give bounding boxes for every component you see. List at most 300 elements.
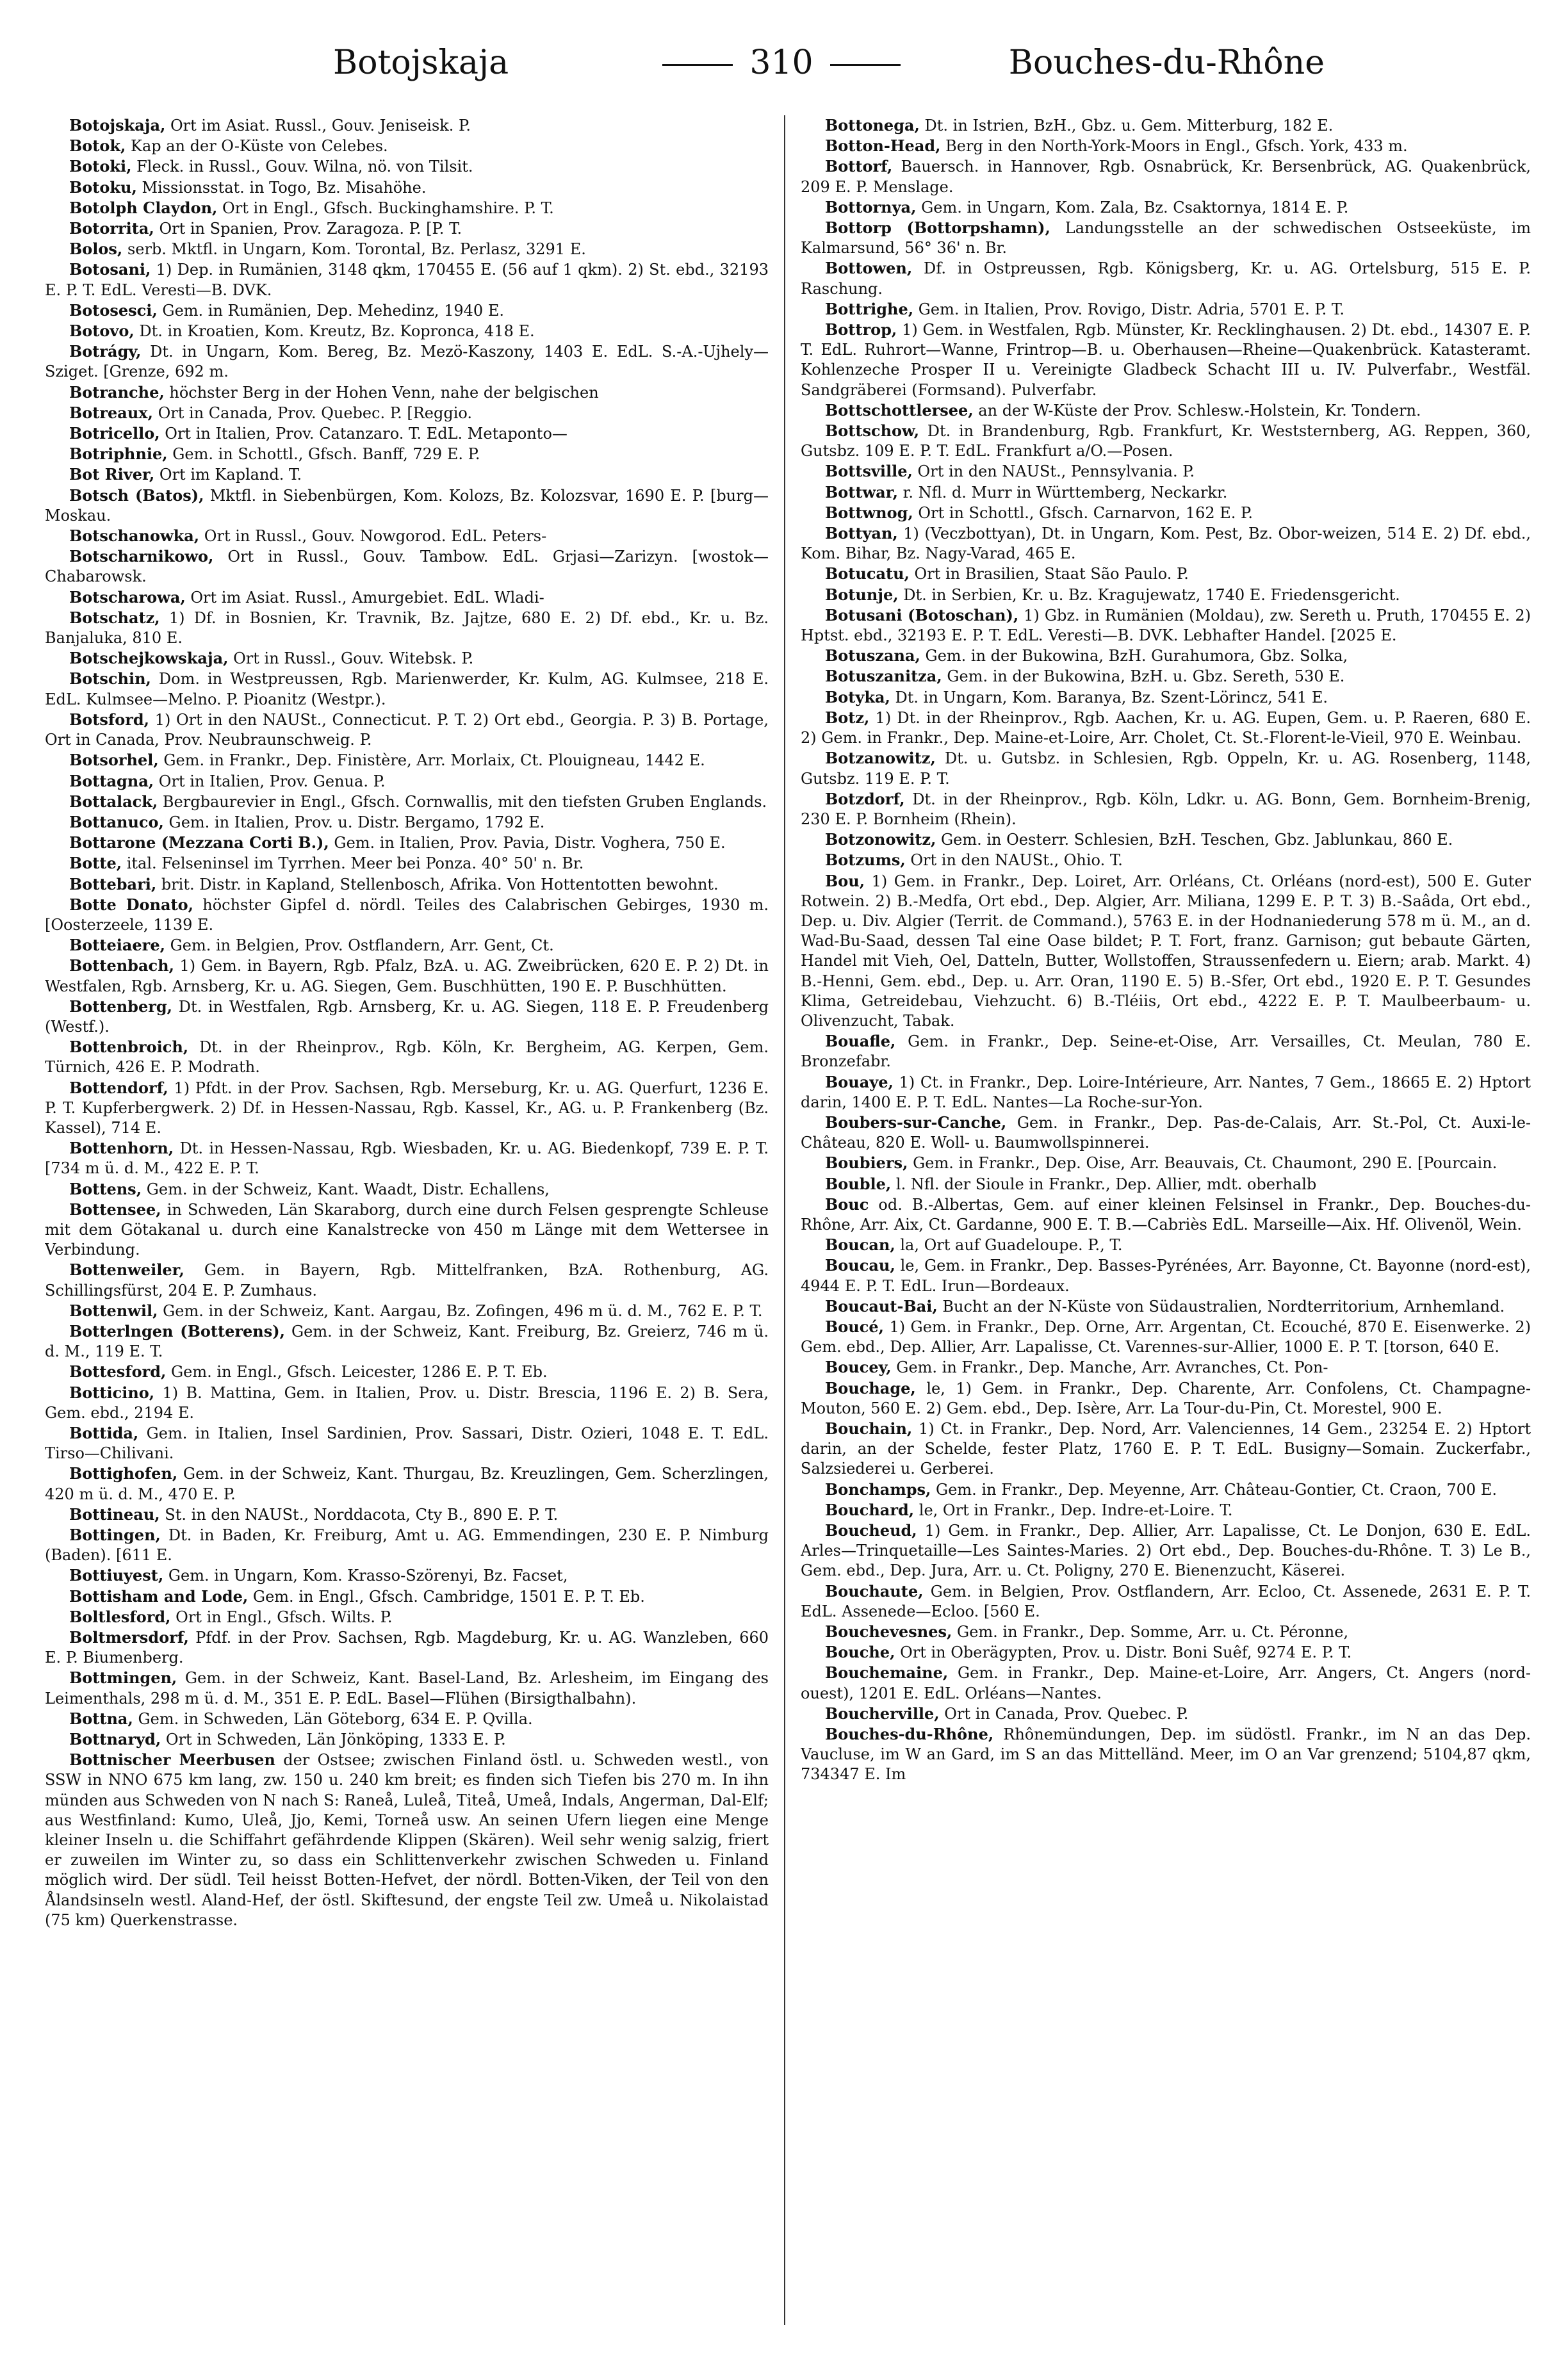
- gazetteer-entry: [45, 792, 769, 812]
- gazetteer-entry: [801, 197, 1531, 218]
- entry-text: Dt. in Brandenburg, Rgb. Frankfurt, Kr. Weststernberg, AG. Reppen, 360, Gutsbz. 109 E. P. T. EdL. Frankfurt a/O.—Posen.: [801, 422, 1531, 460]
- gazetteer-entry: [45, 1423, 769, 1463]
- entry-text: 1) Gem. in Bayern, Rgb. Pfalz, BzA. u. AG. Zweibrücken, 620 E. P. 2) Dt. in Westfalen, Rgb. Arnsberg, Kr. u. AG. Siegen, Gem. Buschhütten, 190 E. P. Buschhütten.: [45, 957, 769, 995]
- gazetteer-entry: [45, 1709, 769, 1729]
- entry-text: Gem. in Bayern, Rgb. Mittelfranken, BzA. Rothenburg, AG. Schillingsfürst, 204 E. P. Zumhaus.: [45, 1261, 769, 1300]
- entry-text: ital. Felseninsel im Tyrrhen. Meer bei Ponza. 40° 50' n. Br.: [126, 854, 584, 873]
- entry-text: Gem. in Schottl., Gfsch. Banff, 729 E. P.: [172, 445, 480, 464]
- entry-text: Ort in Russl., Gouv. Nowgorod. EdL. Peters-: [204, 527, 547, 546]
- entry-text: 1) Ct. in Frankr., Dep. Loire-Intérieure, Arr. Nantes, 7 Gem., 18665 E. 2) Hptort darin, 1400 E. P. T. EdL. Nantes—La Roche-sur-Yon.: [801, 1073, 1531, 1111]
- entry-text: 1) Ct. in Frankr., Dep. Nord, Arr. Valenciennes, 14 Gem., 23254 E. 2) Hptort darin, an der Schelde, fester Platz, 1760 E. P. T. EdL. Busigny—Somain. Zuckerfabr., Salzsiederei u. Gerberei.: [801, 1420, 1531, 1478]
- entry-text: 1) Dt. in der Rheinprov., Rgb. Aachen, Kr. u. AG. Eupen, Gem. u. P. Raeren, 680 E. 2) Gem. in Frankr., Dep. Maine-et-Loire, Arr. Cholet, Ct. St.-Florent-le-Vieil, 970 E. Weinbau.: [801, 708, 1531, 747]
- entry-headword: Botz,: [825, 708, 870, 727]
- entry-headword: Boltmersdorf,: [69, 1628, 189, 1647]
- entry-text: Gem. in Ungarn, Kom. Zala, Bz. Csaktornya, 1814 E. P.: [921, 198, 1349, 216]
- header-page-number-block: [628, 44, 935, 82]
- gazetteer-entry: [801, 1520, 1531, 1581]
- gazetteer-entry: [801, 1663, 1531, 1703]
- entry-headword: Bottingen,: [69, 1526, 161, 1545]
- entry-headword: Botscharowa,: [69, 587, 186, 607]
- entry-text: Ort in Brasilien, Staat São Paulo. P.: [914, 565, 1189, 583]
- entry-text: Bergbaurevier in Engl., Gfsch. Cornwallis, mit den tiefsten Gruben Englands.: [162, 792, 767, 811]
- gazetteer-entry: [45, 1037, 769, 1077]
- entry-headword: Botoki,: [69, 157, 132, 176]
- entry-text: Ort in Russl., Gouv. Witebsk. P.: [233, 649, 474, 668]
- entry-headword: Botosesci,: [69, 300, 158, 320]
- entry-text: 1) Gem. in Frankr., Dep. Orne, Arr. Argentan, Ct. Ecouché, 870 E. Eisenwerke. 2) Gem. ebd., Dep. Allier, Arr. Lapalisse, Ct. Varennes-sur-Allier, 1000 E. P. T. [torson, 640 E.: [801, 1317, 1531, 1357]
- entry-headword: Bonchamps,: [825, 1479, 931, 1499]
- entry-headword: Bou,: [825, 871, 865, 890]
- gazetteer-entry: [45, 812, 769, 833]
- entry-headword: Bottendorf,: [69, 1078, 168, 1097]
- entry-headword: Botschanowka,: [69, 526, 200, 546]
- gazetteer-entry: [801, 829, 1531, 850]
- entry-text: Ort im Asiat. Russl., Amurgebiet. EdL. Wladi-: [190, 588, 544, 607]
- entry-text: der Ostsee; zwischen Finland östl. u. Schweden westl., von SSW in NNO 675 km lang, zw. 150 u. 240 km breit; es finden sich Tiefen bis 270 m. In ihn münden aus Schweden von N nach S: Raneå, Luleå, Titeå, Umeå, Indals, Angerman, Dal-Elf; aus Westfinland: Kumo, Uleå, Jjo, Kemi, Torneå usw. An seinen Ufern liegen eine Menge kleiner Inseln u. die Schiffahrt gefährdende Klippen (Skären). Weil sehr wenig salzig, friert er zuweilen im Winter zu, so dass ein Schlittenverkehr zwischen Schweden u. Finland möglich wird. Der südl. Teil heisst Botten-Hefvet, der nördl. Botten-Viken, der Teil von den Ålandsinseln westl. Aland-Hef, der östl. Skiftesund, der engste Teil zw. Umeå u. Nikolaistad (75 km) Querkenstrasse.: [45, 1751, 769, 1929]
- entry-headword: Botorrita,: [69, 219, 154, 238]
- gazetteer-entry: [801, 1581, 1531, 1622]
- gazetteer-entry: [801, 850, 1531, 870]
- gazetteer-entry: [801, 1153, 1531, 1173]
- entry-headword: Botschatz,: [69, 608, 160, 627]
- entry-text: Kap an der O-Küste von Celebes.: [131, 137, 388, 156]
- entry-headword: Boubiers,: [825, 1153, 908, 1173]
- entry-text: Gem. in der Bukowina, BzH. Gurahumora, Gbz. Solka,: [925, 647, 1348, 665]
- entry-headword: Boubers-sur-Canche,: [825, 1112, 1007, 1132]
- entry-text: Gem. in Italien, Prov. u. Distr. Bergamo, 1792 E.: [168, 813, 545, 831]
- entry-headword: Bouche,: [825, 1643, 895, 1662]
- entry-headword: Bottisham and Lode,: [69, 1586, 249, 1606]
- entry-text: Dt. in Ungarn, Kom. Baranya, Bz. Szent-Lörincz, 541 E.: [895, 688, 1328, 706]
- entry-text: 1) Gbz. in Rumänien (Moldau), zw. Sereth u. Pruth, 170455 E. 2) Hptst. ebd., 32193 E. P. T. EdL. Veresti—B. DVK. Lebhafter Handel. [2025 E.: [801, 606, 1531, 645]
- gazetteer-entry: [45, 956, 769, 996]
- entry-headword: Bottna,: [69, 1709, 133, 1728]
- entry-text: brit. Distr. in Kapland, Stellenbosch, Afrika. Von Hottentotten bewohnt.: [161, 875, 719, 893]
- entry-headword: Bottenberg,: [69, 997, 173, 1016]
- entry-headword: Bottesford,: [69, 1362, 167, 1381]
- entry-text: Ort in Spanien, Prov. Zaragoza. P. [P. T.: [159, 220, 462, 238]
- gazetteer-entry: [801, 136, 1531, 156]
- entry-text: Gem. in Belgien, Prov. Ostflandern, Arr. Gent, Ct.: [170, 936, 554, 955]
- entry-headword: Bottagna,: [69, 771, 154, 790]
- entry-text: Gem. in der Schweiz, Kant. Thurgau, Bz. Kreuzlingen, Gem. Scherzlingen, 420 m ü. d. M., 470 E. P.: [45, 1465, 769, 1503]
- gazetteer-entry: [801, 1317, 1531, 1357]
- gazetteer-entry: [45, 300, 769, 321]
- entry-text: Missionsstat. in Togo, Bz. Misahöhe.: [142, 178, 427, 197]
- entry-headword: Bouchaute,: [825, 1581, 924, 1601]
- entry-headword: Bottenwil,: [69, 1301, 158, 1320]
- entry-headword: Boucherville,: [825, 1704, 940, 1723]
- entry-text: Landungsstelle an der schwedischen Ostseeküste, im Kalmarsund, 56° 36' n. Br.: [801, 219, 1531, 257]
- entry-headword: Bouchevesnes,: [825, 1622, 952, 1642]
- gazetteer-entry: [45, 1463, 769, 1504]
- entry-headword: Bottiuyest,: [69, 1566, 164, 1585]
- entry-headword: Bottowen,: [825, 259, 913, 278]
- gazetteer-entry: [45, 156, 769, 177]
- gazetteer-entry: [45, 1729, 769, 1750]
- entry-headword: Botuszana,: [825, 646, 920, 665]
- entry-headword: Boucé,: [825, 1317, 884, 1336]
- column-divider: [784, 115, 785, 2325]
- gazetteer-entry: [45, 526, 769, 546]
- entry-headword: Bottmingen,: [69, 1668, 177, 1688]
- entry-headword: Bouaye,: [825, 1072, 894, 1091]
- entry-text: Pfdf. in der Prov. Sachsen, Rgb. Magdeburg, Kr. u. AG. Wanzleben, 660 E. P. Biumenberg.: [45, 1629, 769, 1667]
- gazetteer-entry: [45, 546, 769, 587]
- entry-headword: Botzanowitz,: [825, 749, 936, 768]
- gazetteer-entry: [45, 1607, 769, 1627]
- gazetteer-entry: [801, 1112, 1531, 1153]
- entry-text: Gem. in Rumänien, Dep. Mehedinz, 1940 E.: [162, 301, 504, 320]
- gazetteer-entry: [801, 1357, 1531, 1378]
- gazetteer-entry: [801, 482, 1531, 503]
- entry-text: an der W-Küste der Prov. Schlesw.-Holstein, Kr. Tondern.: [978, 401, 1421, 420]
- entry-headword: Bouble,: [825, 1174, 892, 1193]
- gazetteer-entry: [801, 320, 1531, 400]
- entry-text: Dt. in Serbien, Kr. u. Bz. Kragujewatz, 1740 E. Friedensgericht.: [903, 585, 1400, 604]
- entry-text: Mktfl. in Siebenbürgen, Kom. Kolozs, Bz. Kolozsvar, 1690 E. P. [burg—Moskau.: [45, 486, 769, 525]
- gazetteer-entry: [45, 608, 769, 648]
- entry-headword: Bottorf,: [825, 157, 893, 176]
- entry-text: Gem. in Frankr., Dep. Pas-de-Calais, Arr. St.-Pol, Ct. Auxi-le-Château, 820 E. Woll- u. Baumwollspinnerei.: [801, 1113, 1531, 1152]
- gazetteer-entry: [801, 299, 1531, 320]
- gazetteer-entry: [801, 605, 1531, 646]
- gazetteer-entry: [45, 1260, 769, 1300]
- entry-headword: Bottornya,: [825, 197, 917, 216]
- entry-headword: Bottrighe,: [825, 299, 914, 318]
- gazetteer-entry: [801, 1194, 1531, 1235]
- entry-text: 1) Pfdt. in der Prov. Sachsen, Rgb. Merseburg, Kr. u. AG. Querfurt, 1236 E. P. T. Kupferbergwerk. 2) Df. in Hessen-Nassau, Rgb. Kassel, Kr., AG. u. P. Frankenberg (Bz. Kassel), 714 E.: [45, 1079, 769, 1137]
- gazetteer-entry: [801, 218, 1531, 258]
- gazetteer-entry: [801, 1378, 1531, 1419]
- entry-text: Ort in Schottl., Gfsch. Carnarvon, 162 E. P.: [918, 503, 1253, 522]
- gazetteer-entry: [45, 382, 769, 403]
- entry-headword: Bottensee,: [69, 1200, 161, 1219]
- gazetteer-entry: [45, 1504, 769, 1525]
- entry-headword: Botusani (Botoschan),: [825, 605, 1019, 624]
- entry-text: Gem. in Frankr., Dep. Oise, Arr. Beauvais, Ct. Chaumont, 290 E. [Pourcain.: [913, 1154, 1498, 1173]
- entry-text: Ort in Schweden, Län Jönköping, 1333 E. P.: [165, 1731, 506, 1749]
- gazetteer-entry: [801, 708, 1531, 748]
- entry-headword: Botoku,: [69, 177, 137, 197]
- gazetteer-entry: [801, 1419, 1531, 1479]
- entry-text: Gem. in Engl., Gfsch. Leicester, 1286 E. P. T. Eb.: [171, 1363, 548, 1381]
- entry-headword: Botosani,: [69, 260, 151, 279]
- entry-headword: Bottenweiler,: [69, 1260, 184, 1280]
- entry-headword: Botrágy,: [69, 342, 142, 361]
- entry-headword: Bottorp (Bottorpshamn),: [825, 218, 1050, 238]
- entry-text: le, Gem. in Frankr., Dep. Basses-Pyrénées, Arr. Bayonne, Ct. Bayonne (nord-est), 4944 E. P. T. EdL. Irun—Bordeaux.: [801, 1257, 1531, 1295]
- entry-text: 1) Gem. in Frankr., Dep. Loiret, Arr. Orléans, Ct. Orléans (nord-est), 500 E. Guter Rotwein. 2) B.-Medfa, Ort ebd., Dep. Algier, Arr. Miliana, 1299 E. P. T. 3) B.-Saâda, Ort ebd., Dep. u. Div. Algier (Territ. de Command.), 5763 E. in der Hodnaniederung 578 m ü. M., an d. Wad-Bu-Saad, dessen Tal eine Oase bildet; P. T. Fort, franz. Garnison; gut bebaute Gärten, Handel mit Vieh, Oel, Datteln, Butter, Wollstoffen, Straussenfedern u. Eiern; arab. Markt. 4) B.-Henni, Gem. ebd., Dep. u. Arr. Oran, 1190 E. 5) B.-Sfer, Ort ebd., 1920 E. P. T. Gesundes Klima, Getreidebau, Viehzucht. 6) B.-Tléiis, Ort ebd., 4222 E. P. T. Maulbeerbaum- u. Olivenzucht, Tabak.: [801, 872, 1531, 1030]
- entry-text: Ort im Asiat. Russl., Gouv. Jeniseisk. P.: [170, 117, 471, 134]
- entry-text: Gem. in der Schweiz, Kant. Freiburg, Bz. Greierz, 746 m ü. d. M., 119 E. T.: [45, 1322, 769, 1361]
- entry-headword: Botscharnikowo,: [69, 547, 214, 566]
- gazetteer-entry: [45, 177, 769, 198]
- entry-headword: Bouchemaine,: [825, 1663, 949, 1683]
- entry-text: Df. in Ostpreussen, Rgb. Königsberg, Kr. u. AG. Ortelsburg, 515 E. P. Raschung.: [801, 259, 1531, 298]
- entry-headword: Bouchain,: [825, 1419, 913, 1438]
- entry-headword: Bottwar,: [825, 482, 898, 501]
- entry-headword: Botzonowitz,: [825, 830, 936, 849]
- entry-text: Gem. in Frankr., Dep. Meyenne, Arr. Château-Gontier, Ct. Craon, 700 E.: [936, 1480, 1497, 1499]
- gazetteer-entry: [801, 523, 1531, 564]
- entry-headword: Botterlngen (Botterens),: [69, 1321, 285, 1340]
- entry-headword: Boucan,: [825, 1235, 895, 1255]
- entry-headword: Botsford,: [69, 710, 150, 729]
- gazetteer-entry: [45, 423, 769, 444]
- gazetteer-entry: [801, 1255, 1531, 1296]
- entry-headword: Botsorhel,: [69, 751, 159, 770]
- gazetteer-entry: [801, 646, 1531, 666]
- entry-headword: Boucey,: [825, 1358, 892, 1377]
- entry-headword: Botsch (Batos),: [69, 485, 204, 505]
- entry-headword: Botovo,: [69, 322, 135, 341]
- gazetteer-entry: [801, 503, 1531, 523]
- entry-headword: Bottwnog,: [825, 503, 913, 522]
- entry-headword: Botunje,: [825, 585, 899, 604]
- gazetteer-entry: [801, 156, 1531, 197]
- gazetteer-entry: [45, 853, 769, 874]
- entry-text: Gem. in Frankr., Dep. Finistère, Arr. Morlaix, Ct. Plouigneau, 1442 E.: [163, 751, 705, 770]
- entry-headword: Bottineau,: [69, 1504, 160, 1524]
- entry-headword: Boucau,: [825, 1256, 895, 1275]
- entry-text: 1) Df. in Bosnien, Kr. Travnik, Bz. Jajtze, 680 E. 2) Df. ebd., Kr. u. Bz. Banjaluka, 810 E.: [45, 608, 769, 648]
- entry-headword: Bottalack,: [69, 792, 158, 811]
- gazetteer-entry: [45, 464, 769, 485]
- entry-text: Ort in Oberägypten, Prov. u. Distr. Boni Suêf, 9274 E. P. T.: [900, 1643, 1352, 1662]
- entry-text: Ort in Canada, Prov. Quebec. P. [Reggio.: [158, 403, 473, 422]
- gazetteer-entry: [45, 1525, 769, 1565]
- gazetteer-entry: [801, 748, 1531, 788]
- entry-text: Gem. in Frankr., Dep. Maine-et-Loire, Arr. Angers, Ct. Angers (nord-ouest), 1201 E. EdL. Orléans—Nantes.: [801, 1664, 1531, 1702]
- entry-headword: Bouches-du-Rhône,: [825, 1725, 994, 1744]
- header-right-catchword: Bouches-du-Rhône: [1008, 44, 1325, 82]
- gazetteer-entry: [801, 687, 1531, 708]
- gazetteer-entry: [801, 1500, 1531, 1520]
- entry-text: Gem. in Italien, Prov. Pavia, Distr. Voghera, 750 E.: [334, 834, 726, 852]
- entry-text: Ort im Kapland. T.: [159, 466, 302, 484]
- entry-headword: Botzdorf,: [825, 789, 905, 808]
- entry-headword: Botuszanitza,: [825, 667, 942, 686]
- entry-text: 1) Ort in den NAUSt., Connecticut. P. T. 2) Ort ebd., Georgia. P. 3) B. Portage, Ort in Canada, Prov. Neubraunschweig. P.: [45, 710, 769, 749]
- gazetteer-entry: [45, 997, 769, 1037]
- gazetteer-entry: [801, 1296, 1531, 1317]
- gazetteer-entry: [45, 239, 769, 259]
- entry-text: serb. Mktfl. in Ungarn, Kom. Torontal, Bz. Perlasz, 3291 E.: [127, 240, 586, 259]
- entry-text: le, Ort in Frankr., Dep. Indre-et-Loire. T.: [919, 1501, 1233, 1519]
- gazetteer-entry: [45, 259, 769, 300]
- entry-headword: Botreaux,: [69, 403, 153, 422]
- entry-text: Dom. in Westpreussen, Rgb. Marienwerder, Kr. Kulm, AG. Kulmsee, 218 E. EdL. Kulmsee—Melno. P. Pioanitz (Westpr.).: [45, 670, 769, 708]
- gazetteer-entry: [45, 1078, 769, 1139]
- gazetteer-entry: [45, 1586, 769, 1607]
- entry-text: Berg in den North-York-Moors in Engl., Gfsch. York, 433 m.: [945, 137, 1408, 156]
- entry-text: Dt. u. Gutsbz. in Schlesien, Rgb. Oppeln, Kr. u. AG. Rosenberg, 1148, Gutsbz. 119 E. P. T.: [801, 749, 1531, 788]
- entry-headword: Bouchard,: [825, 1500, 915, 1519]
- entry-text: le, 1) Gem. in Frankr., Dep. Charente, Arr. Confolens, Ct. Champagne-Mouton, 560 E. 2) Gem. ebd., Dep. Isère, Arr. La Tour-du-Pin, Ct. Morestel, 900 E.: [801, 1379, 1531, 1417]
- entry-text: Gem. in Engl., Gfsch. Cambridge, 1501 E. P. T. Eb.: [252, 1587, 645, 1606]
- entry-headword: Bouchage,: [825, 1378, 916, 1397]
- entry-text: Gem. in der Bukowina, BzH. u. Gbz. Sereth, 530 E.: [947, 667, 1345, 686]
- entry-text: la, Ort auf Guadeloupe. P., T.: [900, 1236, 1123, 1255]
- gazetteer-entry: [45, 485, 769, 526]
- gazetteer-entry: [801, 789, 1531, 829]
- gazetteer-entry: [45, 136, 769, 156]
- gazetteer-entry: [801, 461, 1531, 482]
- gazetteer-entry: [45, 648, 769, 669]
- gazetteer-entry: [45, 587, 769, 608]
- entry-headword: Botschejkowskaja,: [69, 649, 229, 668]
- entry-text: 1) Gem. in Frankr., Dep. Allier, Arr. Lapalisse, Ct. Le Donjon, 630 E. EdL. Arles—Trinquetaille—Les Saintes-Maries. 2) Ort ebd., Dep. Bouches-du-Rhône. T. 3) Le B., Gem. ebd., Dep. Jura, Arr. u. Ct. Poligny, 270 E. Bienenzucht, Käserei.: [801, 1522, 1531, 1580]
- entry-text: Ort in Russl., Gouv. Tambow. EdL. Grjasi—Zarizyn. [wostok—Chabarowsk.: [45, 548, 769, 586]
- entry-headword: Bottschottlersee,: [825, 400, 974, 420]
- entry-text: Dt. in Kroatien, Kom. Kreutz, Bz. Kopronca, 418 E.: [139, 322, 535, 341]
- entry-headword: Bottenhorn,: [69, 1139, 174, 1158]
- gazetteer-entry: [45, 935, 769, 956]
- entry-text: Dt. in Hessen-Nassau, Rgb. Wiesbaden, Kr. u. AG. Biedenkopf, 739 E. P. T. [734 m ü. d. M., 422 E. P. T.: [45, 1139, 769, 1178]
- page-number: 310: [749, 44, 813, 82]
- entry-text: Gem. in Italien, Insel Sardinien, Prov. Sassari, Distr. Ozieri, 1048 E. T. EdL. Tirso—Chilivani.: [45, 1424, 769, 1463]
- gazetteer-entry: [801, 1174, 1531, 1194]
- left-column: [45, 115, 769, 2331]
- gazetteer-entry: [801, 1479, 1531, 1500]
- entry-text: Bauersch. in Hannover, Rgb. Osnabrück, Kr. Bersenbrück, AG. Quakenbrück, 209 E. P. Menslage.: [801, 158, 1531, 196]
- header-left-catchword: Botojskaja: [333, 44, 509, 82]
- gazetteer-entry: [45, 1565, 769, 1586]
- entry-text: in Schweden, Län Skaraborg, durch eine durch Felsen gesprengte Schleuse mit dem Götakanal u. durch eine Kanalstrecke von 450 m Länge mit dem Wettersee in Verbindung.: [45, 1200, 769, 1259]
- gazetteer-entry: [45, 198, 769, 218]
- entry-headword: Boucheud,: [825, 1521, 917, 1540]
- gazetteer-entry: [801, 585, 1531, 605]
- entry-headword: Bottarone (Mezzana Corti B.),: [69, 833, 329, 852]
- entry-text: Gem. in Ungarn, Kom. Krasso-Szörenyi, Bz. Facset,: [168, 1567, 568, 1585]
- gazetteer-entry: [45, 874, 769, 895]
- gazetteer-entry: [45, 771, 769, 792]
- entry-text: Dt. in der Rheinprov., Rgb. Köln, Kr. Bergheim, AG. Kerpen, Gem. Türnich, 426 E. P. Modrath.: [45, 1038, 769, 1077]
- gazetteer-entry: [801, 1072, 1531, 1112]
- gazetteer-entry: [45, 710, 769, 750]
- gazetteer-entry: [45, 321, 769, 341]
- gazetteer-entry: [45, 895, 769, 935]
- entry-headword: Botranche,: [69, 382, 165, 402]
- gazetteer-entry: [45, 750, 769, 770]
- gazetteer-entry: [45, 1179, 769, 1200]
- gazetteer-entry: [45, 341, 769, 382]
- gazetteer-entry: [45, 1383, 769, 1423]
- entry-headword: Boltlesford,: [69, 1607, 171, 1626]
- gazetteer-entry: [801, 1642, 1531, 1663]
- entry-text: Gem. in der Schweiz, Kant. Waadt, Distr. Echallens,: [146, 1180, 550, 1198]
- entry-headword: Botton-Head,: [825, 136, 941, 156]
- entry-headword: Bottyan,: [825, 524, 898, 543]
- gazetteer-entry: [45, 115, 769, 136]
- entry-headword: Botticino,: [69, 1383, 155, 1402]
- entry-text: Ort in den NAUSt., Ohio. T.: [910, 851, 1123, 870]
- entry-text: od. B.-Albertas, Gem. auf einer kleinen Felsinsel in Frankr., Dep. Bouches-du-Rhône, Arr. Aix, Ct. Gardanne, 900 E. T. B.—Cabriès EdL. Marseille—Aix. Hf. Olivenöl, Wein.: [801, 1195, 1531, 1234]
- page-header: [0, 38, 1568, 96]
- entry-headword: Bottens,: [69, 1179, 142, 1198]
- entry-text: Dt. in Istrien, BzH., Gbz. u. Gem. Mitterburg, 182 E.: [924, 117, 1334, 134]
- header-dash-right: [830, 64, 901, 66]
- entry-headword: Botte Donato,: [69, 895, 193, 914]
- gazetteer-entry: [801, 258, 1531, 298]
- gazetteer-entry: [45, 1138, 769, 1178]
- entry-headword: Botriphnie,: [69, 444, 168, 464]
- gazetteer-entry: [45, 1200, 769, 1260]
- gazetteer-entry: [801, 421, 1531, 461]
- entry-headword: Botojskaja,: [69, 116, 166, 134]
- entry-text: Gem. in Belgien, Prov. Ostflandern, Arr. Ecloo, Ct. Assenede, 2631 E. P. T. EdL. Assenede—Ecloo. [560 E.: [801, 1582, 1531, 1620]
- entry-headword: Botyka,: [825, 687, 890, 706]
- entry-text: Fleck. in Russl., Gouv. Wilna, nö. von Tilsit.: [136, 158, 473, 176]
- entry-headword: Botteiaere,: [69, 936, 165, 955]
- gazetteer-entry: [45, 218, 769, 239]
- entry-text: Dt. in Ungarn, Kom. Bereg, Bz. Mezö-Kaszony, 1403 E. EdL. S.-A.-Ujhely—Sziget. [Grenze, 692 m.: [45, 343, 769, 381]
- gazetteer-entry: [801, 1704, 1531, 1724]
- entry-headword: Bottnaryd,: [69, 1730, 161, 1749]
- entry-text: St. in den NAUSt., Norddacota, Cty B., 890 E. P. T.: [165, 1505, 559, 1524]
- entry-headword: Bottenbach,: [69, 956, 174, 975]
- gazetteer-entry: [801, 1622, 1531, 1642]
- entry-headword: Bottschow,: [825, 421, 920, 441]
- gazetteer-entry: [801, 666, 1531, 687]
- entry-text: r. Nfl. d. Murr in Württemberg, Neckarkr.: [902, 483, 1228, 501]
- entry-headword: Bottebari,: [69, 874, 157, 893]
- entry-headword: Bottsville,: [825, 462, 913, 481]
- entry-text: Gem. in Frankr., Dep. Somme, Arr. u. Ct. Péronne,: [957, 1623, 1349, 1642]
- gazetteer-entry: [45, 403, 769, 423]
- gazetteer-entry: [45, 1668, 769, 1708]
- gazetteer-entry: [45, 1750, 769, 1930]
- entry-text: Bucht an der N-Küste von Südaustralien, Nordterritorium, Arnhemland.: [942, 1297, 1505, 1316]
- entry-text: Ort in Engl., Gfsch. Buckinghamshire. P. T.: [222, 199, 554, 217]
- entry-text: Gem. in Oesterr. Schlesien, BzH. Teschen, Gbz. Jablunkau, 860 E.: [940, 831, 1453, 849]
- gazetteer-entry: [801, 1235, 1531, 1255]
- entry-text: Gem. in der Schweiz, Kant. Aargau, Bz. Zofingen, 496 m ü. d. M., 762 E. P. T.: [163, 1301, 763, 1320]
- entry-text: Ort in Engl., Gfsch. Wilts. P.: [176, 1608, 393, 1626]
- gazetteer-entry: [801, 871, 1531, 1032]
- entry-text: Gem. in Italien, Prov. Rovigo, Distr. Adria, 5701 E. P. T.: [918, 300, 1344, 318]
- entry-headword: Botolph Claydon,: [69, 198, 218, 217]
- entry-headword: Bottida,: [69, 1424, 139, 1442]
- entry-headword: Botzums,: [825, 851, 906, 870]
- entry-text: 1) B. Mattina, Gem. in Italien, Prov. u. Distr. Brescia, 1196 E. 2) B. Sera, Gem. ebd., 2194 E.: [45, 1383, 769, 1422]
- entry-text: höchster Gipfel d. nördl. Teiles des Calabrischen Gebirges, 1930 m. [Oosterzeele, 1139 E.: [45, 895, 769, 934]
- entry-text: Gem. in Frankr., Dep. Manche, Arr. Avranches, Ct. Pon-: [896, 1358, 1328, 1377]
- entry-headword: Bouafle,: [825, 1032, 896, 1051]
- entry-headword: Bouc: [825, 1194, 869, 1214]
- gazetteer-entry: [45, 1627, 769, 1668]
- entry-text: Gem. in der Schweiz, Kant. Basel-Land, Bz. Arlesheim, im Eingang des Leimenthals, 298 m ü. d. M., 351 E. P. EdL. Basel—Flühen (Birsigthalbahn).: [45, 1669, 769, 1707]
- entry-text: Rhônemündungen, Dep. im südöstl. Frankr., im N an das Dep. Vaucluse, im W an Gard, im S an das Mittelländ. Meer, im O an Var grenzend; 5104,87 qkm, 734347 E. Im: [801, 1725, 1531, 1784]
- right-column: [801, 115, 1531, 2331]
- entry-headword: Bottanuco,: [69, 812, 164, 831]
- entry-text: Gem. in Frankr., Dep. Seine-et-Oise, Arr. Versailles, Ct. Meulan, 780 E. Bronzefabr.: [801, 1032, 1531, 1071]
- entry-headword: Botok,: [69, 136, 126, 156]
- entry-text: 1) (Veczbottyan), Dt. in Ungarn, Kom. Pest, Bz. Obor-weizen, 514 E. 2) Df. ebd., Kom. Bihar, Bz. Nagy-Varad, 465 E.: [801, 525, 1531, 563]
- entry-headword: Bottenbroich,: [69, 1038, 189, 1057]
- gazetteer-entry: [45, 444, 769, 464]
- entry-text: Dt. in Baden, Kr. Freiburg, Amt u. AG. Emmendingen, 230 E. P. Nimburg (Baden). [611 E.: [45, 1526, 769, 1565]
- gazetteer-entry: [45, 833, 769, 853]
- gazetteer-entry: [45, 669, 769, 709]
- entry-text: Ort in Italien, Prov. Genua. P.: [158, 772, 386, 790]
- entry-text: Ort in Italien, Prov. Catanzaro. T. EdL. Metaponto—: [165, 425, 568, 443]
- entry-text: Dt. in Westfalen, Rgb. Arnsberg, Kr. u. AG. Siegen, 118 E. P. Freudenberg (Westf.).: [45, 997, 769, 1036]
- entry-text: 1) Dep. in Rumänien, 3148 qkm, 170455 E. (56 auf 1 qkm). 2) St. ebd., 32193 E. P. T. EdL. Veresti—B. DVK.: [45, 261, 769, 299]
- entry-text: l. Nfl. der Sioule in Frankr., Dep. Allier, mdt. oberhalb: [895, 1175, 1317, 1193]
- entry-headword: Bottighofen,: [69, 1464, 178, 1483]
